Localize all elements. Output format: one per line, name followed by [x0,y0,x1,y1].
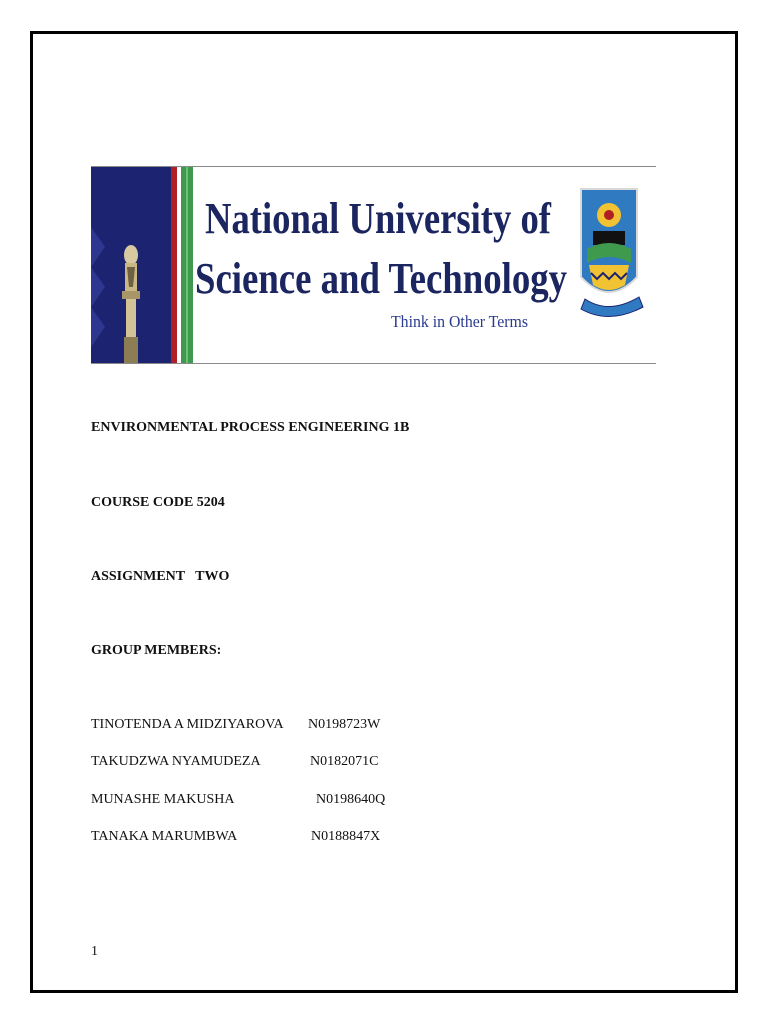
university-tagline: Think in Other Terms [391,312,528,331]
group-members-heading: GROUP MEMBERS: [91,643,222,658]
member-id: N0188847X [311,829,381,844]
banner-red-stripe [171,167,177,363]
course-title: ENVIRONMENTAL PROCESS ENGINEERING 1B [91,420,410,435]
member-id: N0198640Q [316,792,386,807]
course-code: COURSE CODE 5204 [91,495,225,510]
member-name: MUNASHE MAKUSHA [91,792,235,807]
member-id: N0198723W [308,717,381,732]
university-banner [91,166,656,364]
member-name: TANAKA MARUMBWA [91,829,238,844]
university-crest-icon [581,189,643,317]
member-name: TINOTENDA A MIDZIYAROVA [91,717,284,732]
member-id: N0182071C [310,754,379,769]
university-name-line2: Science and Technology [195,254,567,303]
member-name: TAKUDZWA NYAMUDEZA [91,754,261,769]
page-number: 1 [91,944,98,959]
assignment-title: ASSIGNMENT TWO [91,569,230,584]
university-name-line1: National University of [205,194,553,243]
banner-graphic [91,167,656,363]
